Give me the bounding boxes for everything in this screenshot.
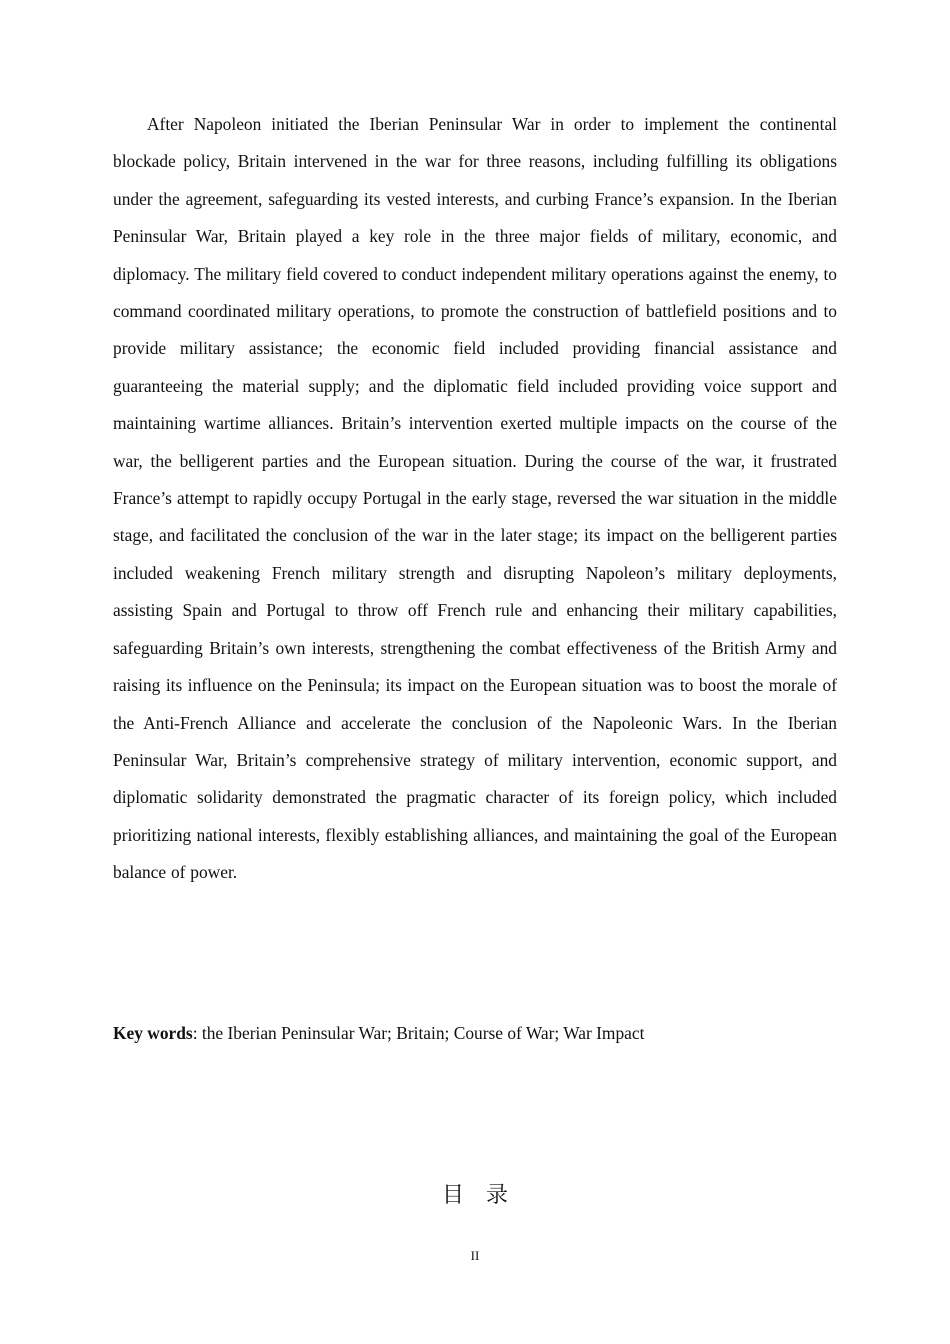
keywords-line bbox=[113, 1019, 837, 1047]
keywords-text: the Iberian Peninsular War; Britain; Course of War; War Impact bbox=[197, 1023, 645, 1043]
keywords-separator: : bbox=[192, 1023, 198, 1043]
keywords-label: Key words bbox=[113, 1023, 193, 1043]
table-of-contents-title: 目 录 bbox=[441, 1183, 508, 1208]
abstract-paragraph: After Napoleon initiated the Iberian Peninsular War in order to implement the continental blockade policy, Britain intervened in the war for three reasons, including fulfilling its obligations under the agreement, safeguarding its vested interests, and curbing France’s expansion. In the Iberian Peninsular War, Britain played a key role in the three major fields of military, economic, and diplomacy. The military field covered to conduct independent military operations against the enemy, to command coordinated military operations, to promote the construction of battlefield positions and to provide military assistance; the economic field included providing financial assistance and guaranteeing the material supply; and the diplomatic field included providing voice support and maintaining wartime alliances. Britain’s intervention exerted multiple impacts on the course of the war, the belligerent parties and the European situation. During the course of the war, it frustrated France’s attempt to rapidly occupy Portugal in the early stage, reversed the war situation in the middle stage, and facilitated the conclusion of the war in the later stage; its impact on the belligerent parties included weakening French military strength and disrupting Napoleon’s military deployments, assisting Spain and Portugal to throw off French rule and enhancing their military capabilities, safeguarding Britain’s own interests, strengthening the combat effectiveness of the British Army and raising its influence on the Peninsula; its impact on the European situation was to boost the morale of the Anti-French Alliance and accelerate the conclusion of the Napoleonic Wars. In the Iberian Peninsular War, Britain’s comprehensive strategy of military intervention, economic support, and diplomatic solidarity demonstrated the pragmatic character of its foreign policy, which included prioritizing national interests, flexibly establishing alliances, and maintaining the goal of the European balance of power. bbox=[113, 114, 837, 883]
page-number: II bbox=[470, 1248, 480, 1263]
